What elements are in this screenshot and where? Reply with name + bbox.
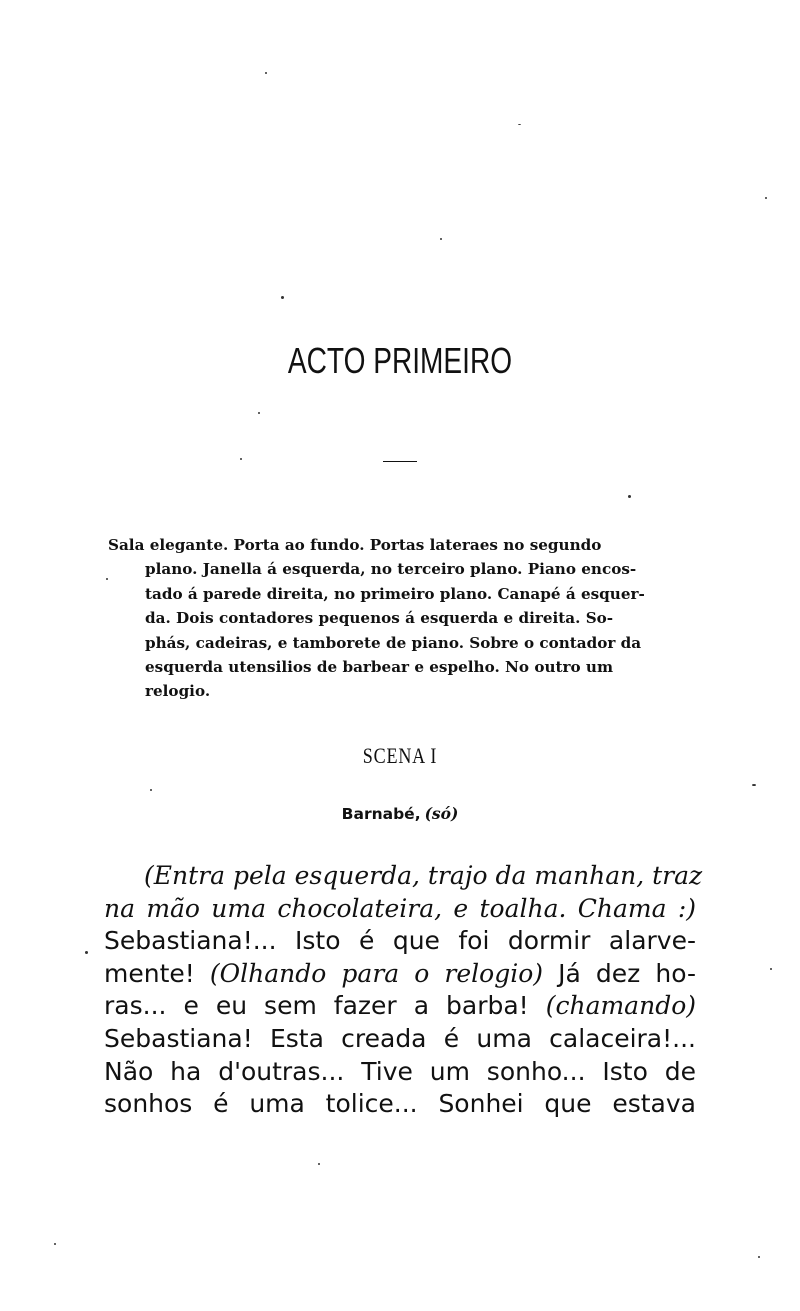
dialogue-line-5-a: ras... e eu sem fazer a barba!: [104, 991, 529, 1021]
scan-speck: [752, 784, 756, 786]
scan-speck: [240, 458, 242, 460]
dialogue-line-8: sonhos é uma tolice... Sonhei que estava: [104, 1089, 696, 1119]
dialogue-line-5: [104, 990, 696, 1023]
stage-line-5: phás, cadeiras, e tamborete de piano. Sobre o contador da: [145, 633, 642, 652]
scan-speck: [258, 412, 260, 414]
scan-speck: [318, 1163, 320, 1165]
character-aside: (só): [424, 804, 459, 823]
scan-speck: [518, 124, 521, 125]
stage-line-7: relogio.: [145, 682, 211, 701]
scan-speck: [281, 296, 284, 299]
stage-line-1: Sala elegante. Porta ao fundo. Portas lateraes no segundo: [108, 536, 602, 554]
dialogue-line-4-b: (Olhando para o relogio): [209, 958, 544, 988]
dialogue-line-4-c: Já dez ho-: [558, 958, 697, 988]
scan-speck: [758, 1256, 760, 1258]
dialogue-line-4-a: mente!: [104, 958, 195, 988]
title-divider-rule: [383, 461, 417, 462]
scan-speck: [54, 1243, 56, 1245]
scan-speck: [440, 238, 442, 240]
scan-speck: [265, 72, 267, 74]
stage-line-4: da. Dois contadores pequenos á esquerda e direita. So-: [145, 609, 614, 628]
dialogue-line-3: Sebastiana!... Isto é que foi dormir alarve-: [104, 926, 696, 956]
stage-line-6: esquerda utensilios de barbear e espelho. No outro um: [145, 658, 614, 677]
dialogue-line-5-b: (chamando): [545, 991, 696, 1021]
dialogue-line-6: Sebastiana! Esta creada é uma calaceira!...: [104, 1023, 696, 1053]
dialogue-line-1: (Entra pela esquerda, trajo da manhan, traz: [144, 861, 703, 890]
scan-speck: [628, 495, 631, 498]
character-heading: [0, 804, 800, 823]
scan-speck: [770, 968, 772, 970]
dialogue-line-2: na mão uma chocolateira, e toalha. Chama :): [104, 893, 696, 923]
dialogue-text: [104, 860, 703, 1121]
act-title: ACTO PRIMEIRO: [287, 340, 513, 381]
dialogue-line-4: [104, 958, 696, 991]
scan-speck: [85, 951, 88, 954]
stage-directions: [108, 533, 696, 704]
stage-line-2: plano. Janella á esquerda, no terceiro plano. Piano encos-: [145, 560, 637, 579]
scan-speck: [106, 578, 108, 580]
dialogue-line-7: Não ha d'outras... Tive um sonho... Isto de: [104, 1056, 696, 1086]
character-name: Barnabé,: [341, 805, 421, 823]
scan-speck: [150, 789, 152, 791]
scan-speck: [765, 197, 767, 199]
stage-line-3: tado á parede direita, no primeiro plano. Canapé á esquer-: [145, 584, 645, 603]
scene-title: SCENA I: [362, 743, 438, 768]
